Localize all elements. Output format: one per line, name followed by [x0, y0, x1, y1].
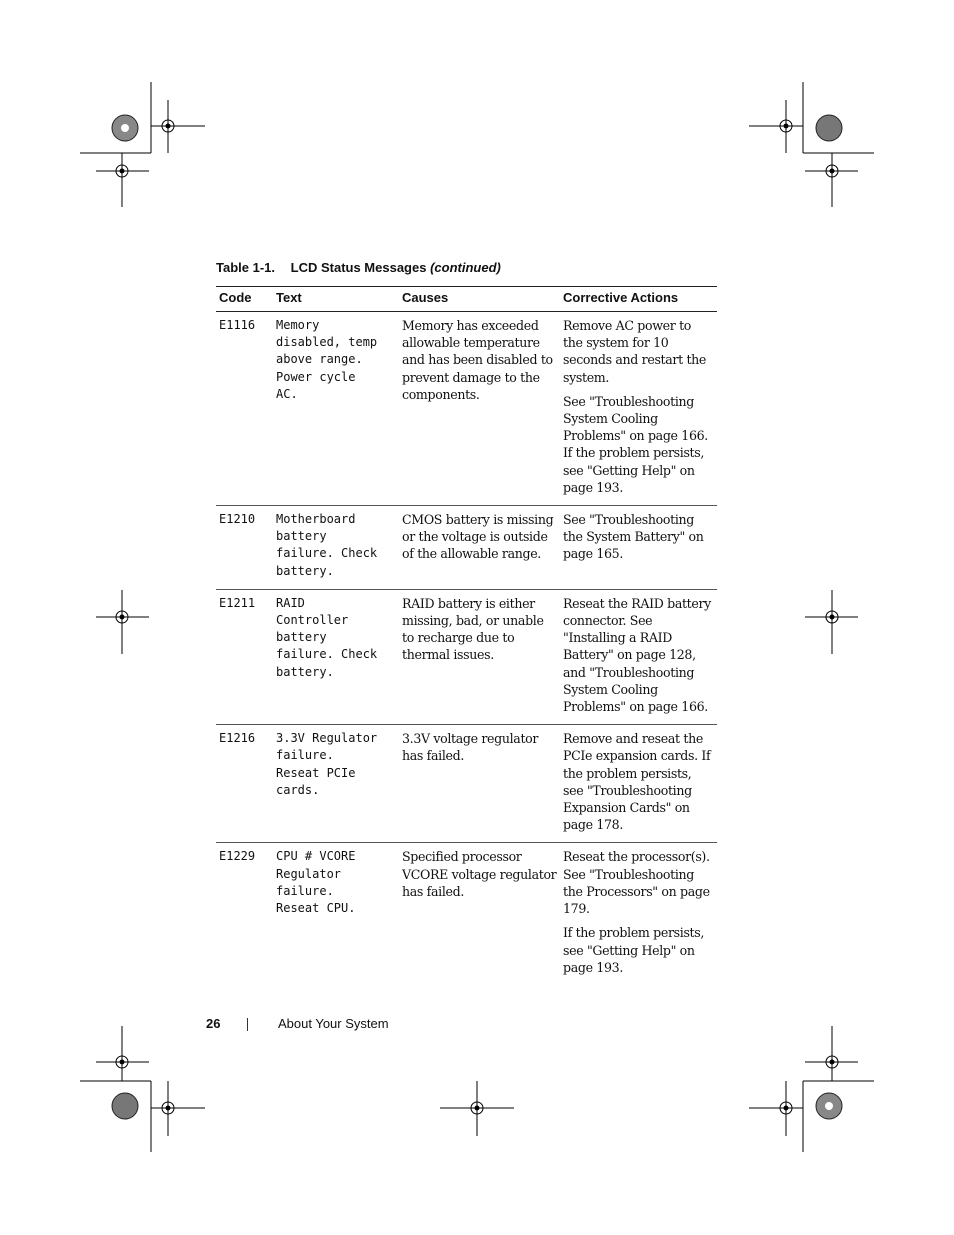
header-corrective-actions: Corrective Actions: [560, 287, 717, 312]
cell-text: RAID Controller battery failure. Check battery.: [273, 589, 399, 724]
cell-cause: Specified processor VCORE voltage regulator has failed.: [402, 849, 557, 899]
table-row: [216, 589, 717, 724]
cell-cause: 3.3V voltage regulator has failed.: [399, 725, 560, 843]
header-text: Text: [273, 287, 399, 312]
header-causes: Causes: [399, 287, 560, 312]
action-paragraph: See "Troubleshooting the System Battery" on page 165.: [563, 512, 704, 562]
table-number: Table 1-1.: [216, 260, 276, 275]
cell-actions: [560, 506, 717, 590]
page-number: 26: [206, 1016, 221, 1031]
action-paragraph: If the problem persists, see "Getting Help" on page 193.: [563, 925, 705, 975]
table-row: [216, 506, 717, 590]
cell-text: Memory disabled, temp above range. Power cycle AC.: [273, 312, 399, 506]
lcd-status-messages-table: [216, 286, 717, 985]
cell-cause: RAID battery is either missing, bad, or unable to recharge due to thermal issues.: [399, 589, 560, 724]
action-paragraph: Remove AC power to the system for 10 seconds and restart the system.: [563, 318, 707, 385]
cell-code: E1211: [216, 589, 273, 724]
cell-text: CPU # VCORE Regulator failure. Reseat CPU.: [276, 849, 356, 916]
table-row: [216, 843, 717, 985]
cell-code: E1210: [216, 506, 273, 590]
table-header-row: [216, 287, 717, 312]
table-row: [216, 725, 717, 843]
cell-code: E1116: [216, 312, 273, 506]
table-row: [216, 312, 717, 506]
table-continued: (continued): [430, 260, 501, 275]
action-paragraph: Reseat the RAID battery connector. See "Installing a RAID Battery" on page 128, and "Troubleshooting System Cooling Problems" on page 166.: [563, 595, 711, 715]
footer-divider: [247, 1018, 248, 1031]
action-paragraph: Reseat the processor(s). See "Troubleshooting the Processors" on page 179.: [563, 849, 710, 917]
cell-code: E1229: [219, 849, 256, 864]
cell-text: Motherboard battery failure. Check battery.: [273, 506, 399, 590]
cell-text: 3.3V Regulator failure. Reseat PCIe cards.: [273, 725, 399, 843]
action-paragraph: See "Troubleshooting System Cooling Problems" on page 166. If the problem persists, see "Getting Help" on page 193.: [563, 393, 708, 495]
cell-cause: CMOS battery is missing or the voltage is outside of the allowable range.: [399, 506, 560, 590]
cell-actions: [560, 725, 717, 843]
table-caption: [216, 260, 501, 275]
footer-section-title: About Your System: [278, 1016, 389, 1031]
cell-code: E1216: [216, 725, 273, 843]
cell-actions: [560, 312, 717, 506]
cell-cause: Memory has exceeded allowable temperature and has been disabled to prevent damage to the components.: [399, 312, 560, 506]
table-title: LCD Status Messages: [290, 260, 427, 275]
action-paragraph: Remove and reseat the PCIe expansion cards. If the problem persists, see "Troubleshooting Expansion Cards" on page 178.: [563, 731, 711, 833]
header-code: Code: [216, 287, 273, 312]
cell-actions: [560, 843, 717, 985]
cell-actions: [560, 589, 717, 724]
